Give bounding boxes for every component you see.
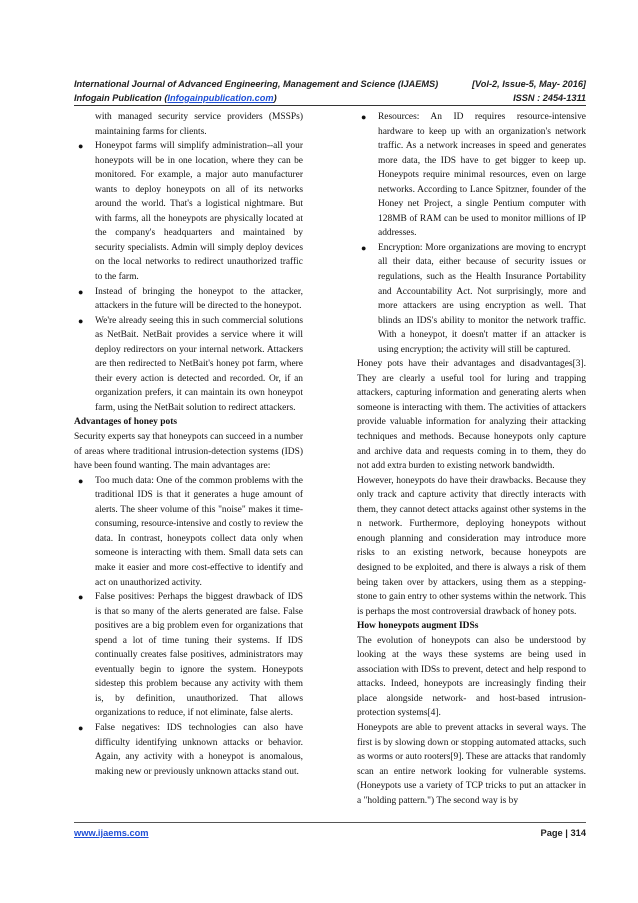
- paragraph: Honeypots are able to prevent attacks in several ways. The first is by slowing down or stopping automated attacks, such as worms or auto rooters[9]. These are attacks that randomly scan an entire network looking for vulnerable systems. (Honeypots use a variety of TCP tricks to put an attacker in a "holding pattern.") The second way is by: [357, 722, 586, 806]
- running-header-line-2: [74, 92, 586, 104]
- volume-issue: [Vol-2, Issue-5, May- 2016]: [471, 79, 586, 89]
- section-heading: Advantages of honey pots: [74, 417, 178, 428]
- list-item: ● Encryption: More organizations are moving to encrypt all their data, either because of security issues or regulations, such as the Health Insurance Portability and Accountability Act. Not surprisingly, more and more attackers are using encryption as well. That blinds an IDS's ability to monitor the network traffic. With a honeypot, it doesn't matter if an attacker is using encryption; the activity will still be captured.: [361, 242, 586, 355]
- bullet-icon: ●: [361, 112, 367, 122]
- paragraph: However, honeypots do have their drawbacks. Because they only track and capture activity that directly interacts with them, they cannot detect attacks against other systems in the n network. Furthermore, deploying honeypots without enough planning and consideration may introduce more risks to an existing network, because honeypots are designed to be exploited, and there is always a risk of them being taken over by attackers, using them as a stepping-stone to gain entry to other systems within the network. This is perhaps the most controversial drawback of honey pots.: [357, 475, 586, 617]
- header-divider: [74, 105, 586, 106]
- list-item: ● False negatives: IDS technologies can also have difficulty identifying unknown attacks or behavior. Again, any activity with a honeypot is anomalous, making new or previously unknown attacks stand out.: [78, 722, 303, 777]
- page-footer: [74, 826, 586, 840]
- bullet-icon: ●: [78, 592, 84, 603]
- bullet-list: [357, 110, 586, 357]
- section-heading: How honeypots augment IDSs: [357, 621, 479, 632]
- bullet-icon: ●: [78, 141, 84, 152]
- paragraph: Honey pots have their advantages and disadvantages[3]. They are clearly a useful tool for luring and trapping attackers, capturing information and generating alerts when someone is interacting with them. The activities of attackers provide valuable information for analyzing their attacking techniques and methods. Because honeypots only capture and archive data and requests coming in to them, they do not add extra burden to existing network bandwidth.: [357, 359, 586, 472]
- issn: ISSN : 2454-1311: [513, 93, 586, 103]
- bullet-icon: ●: [78, 722, 84, 733]
- continued-bullet-text: with managed security service providers (MSSPs) maintaining farms for clients.: [95, 112, 303, 137]
- list-item: ● We're already seeing this in such commercial solutions as NetBait. NetBait provides a service where it will deploy redirectors on your internal network. Attackers are then redirected to NetBait's honey pot farm, where their every action is detected and recorded. Or, if an organization prefers, it can maintain its own honeypot farm, using the NetBait solution to redirect attackers.: [78, 315, 303, 413]
- list-item: ● False positives: Perhaps the biggest drawback of IDS is that so many of the alerts generated are false. False positives are a big problem even for organizations that spend a lot of time tuning their systems. If IDS continually creates false positives, administrators may eventually begin to ignore the system. Honeypots sidestep this problem because any activity with them is, by definition, unauthorized. That allows organizations to reduce, if not eliminate, false alerts.: [78, 592, 303, 719]
- publisher: Infogain Publication (Infogainpublication.com): [74, 93, 277, 103]
- bullet-icon: ●: [78, 315, 84, 326]
- list-item: ● Too much data: One of the common problems with the traditional IDS is that it generates a huge amount of alerts. The sheer volume of this "noise" makes it time-consuming, resource-intensive and costly to review the data. In contrast, honeypots collect data only when someone is interacting with them. Small data sets can make it easier and more cost-effective to identify and act on unauthorized activity.: [78, 475, 303, 588]
- paragraph: Security experts say that honeypots can succeed in a number of areas where traditional intrusion-detection systems (IDS) have been found wanting. The main advantages are:: [74, 432, 303, 472]
- footer-divider: [74, 822, 586, 823]
- paragraph: The evolution of honeypots can also be understood by looking at the ways these systems are being used in association with IDSs to prevent, detect and help respond to attacks. Indeed, honeypots are increasingly finding their place alongside network- and host-based intrusion-protection systems[4].: [357, 635, 586, 719]
- bullet-list: [74, 139, 303, 415]
- right-column: [357, 110, 586, 808]
- left-column: [74, 110, 303, 779]
- list-item: ● Resources: An ID requires resource-intensive hardware to keep up with an organization's network traffic. As a network increases in speed and generates more data, the IDS have to get bigger to keep up. Honeypots require minimal resources, even on large networks. According to Lance Spitzner, founder of the Honey net Project, a single Pentium computer with 128MB of RAM can be used to monitor millions of IP addresses.: [361, 112, 586, 239]
- bullet-icon: ●: [78, 286, 84, 297]
- list-item: ● Honeypot farms will simplify administration--all your honeypots will be in one location, where they can be monitored. For example, a major auto manufacturer wants to deploy honeypots on all of its networks around the world. That's a logistical nightmare. But with farms, all the honeypots are physically located at the company's headquarters and maintained by security specialists. Admin will simply deploy devices on the local networks to redirect unauthorized traffic to the farm.: [78, 141, 303, 283]
- website-link[interactable]: www.ijaems.com: [74, 828, 149, 838]
- page-number: Page | 314: [540, 828, 586, 838]
- journal-title: International Journal of Advanced Engineering, Management and Science (IJAEMS): [74, 79, 439, 89]
- bullet-list: [74, 474, 303, 779]
- bullet-icon: ●: [361, 242, 367, 253]
- bullet-icon: ●: [78, 475, 84, 486]
- list-item: ● Instead of bringing the honeypot to the attacker, attackers in the future will be directed to the honeypot.: [78, 286, 303, 312]
- publisher-link[interactable]: Infogainpublication.com: [167, 93, 274, 103]
- running-header-line-1: [74, 78, 586, 90]
